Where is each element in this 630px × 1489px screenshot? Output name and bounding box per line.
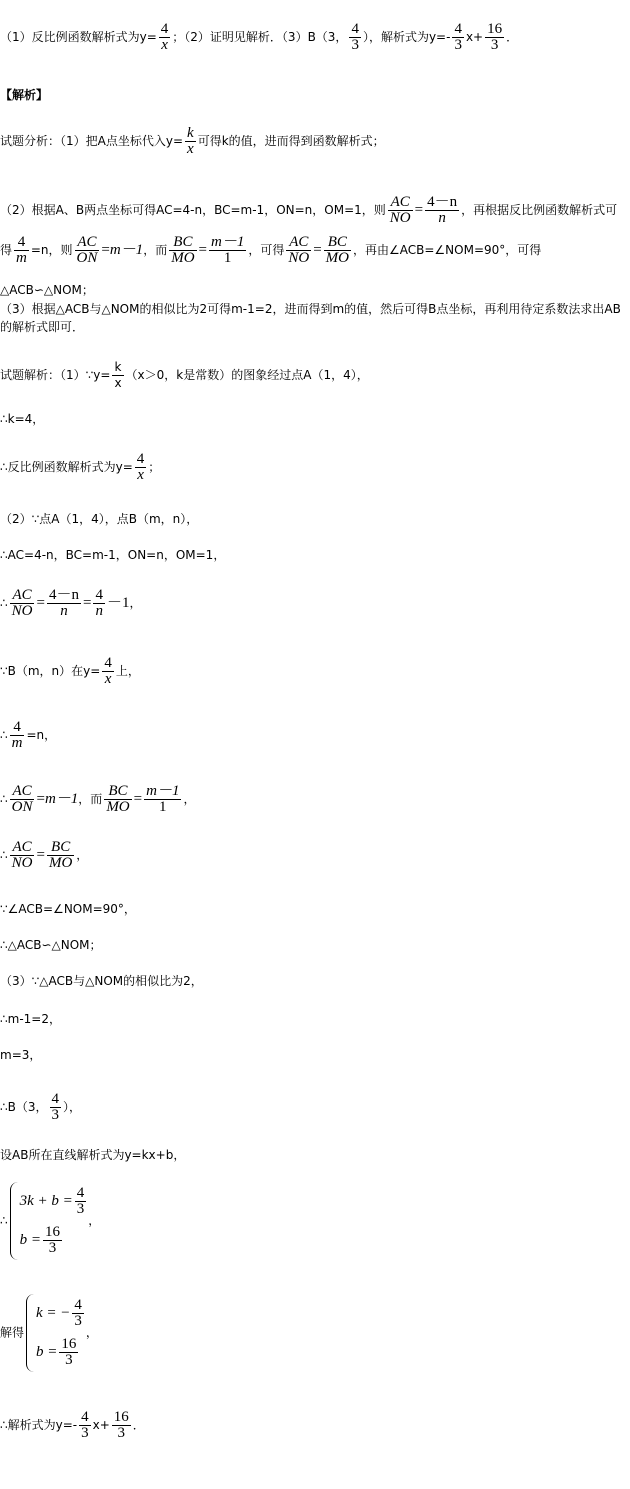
text: ∴解析式为y=- bbox=[0, 1418, 78, 1432]
numerator: 4 bbox=[95, 587, 103, 603]
text: ∴ bbox=[0, 1213, 8, 1228]
numerator: BC bbox=[169, 235, 196, 251]
solution-12: ∴△ACB∽△NOM； bbox=[0, 938, 102, 952]
numerator: m－1 bbox=[146, 783, 180, 799]
numerator: 4－n bbox=[48, 587, 79, 603]
answer-part-2: ；（2）证明见解析．（3）B（3， bbox=[172, 30, 348, 44]
text: ， bbox=[129, 596, 142, 610]
fraction bbox=[50, 1092, 62, 1123]
denominator: NO bbox=[11, 855, 33, 871]
equation-row bbox=[20, 1182, 89, 1221]
denominator: m bbox=[11, 735, 23, 751]
fraction bbox=[135, 452, 147, 483]
fraction bbox=[349, 22, 361, 53]
expression: b = bbox=[36, 1344, 58, 1360]
denominator: ON bbox=[76, 250, 98, 266]
denominator: 3 bbox=[117, 1425, 126, 1441]
solution-17: 设AB所在直线解析式为y=kx+b， bbox=[0, 1148, 186, 1162]
equation-row bbox=[36, 1294, 86, 1333]
numerator: 4 bbox=[10, 720, 25, 736]
numerator: AC bbox=[286, 235, 311, 251]
text: 上， bbox=[115, 664, 140, 678]
denominator: 3 bbox=[490, 37, 499, 53]
denominator: 3 bbox=[65, 1352, 73, 1368]
solution-10 bbox=[0, 840, 630, 871]
text: （x＞0，k是常数）的图象经过点A（1，4）， bbox=[125, 368, 369, 382]
denominator: MO bbox=[48, 855, 73, 871]
answer-part-5: ． bbox=[506, 30, 519, 44]
numerator: 4 bbox=[136, 451, 145, 467]
text: ∴ bbox=[0, 848, 8, 862]
equals: = bbox=[82, 595, 92, 611]
text: 试题分析：（1）把A点坐标代入y= bbox=[0, 134, 184, 148]
denominator: 3 bbox=[76, 1201, 85, 1217]
denominator: x bbox=[137, 467, 144, 483]
text: ，而 bbox=[143, 243, 168, 257]
numerator: m－1 bbox=[211, 234, 245, 250]
equation-row bbox=[36, 1333, 86, 1372]
denominator: n bbox=[438, 210, 446, 226]
numerator: 4 bbox=[76, 1185, 85, 1201]
solution-14: ∴m-1=2， bbox=[0, 1012, 61, 1026]
expression: 3k + b = bbox=[19, 1193, 73, 1209]
fraction bbox=[75, 235, 100, 266]
solution-20 bbox=[0, 1410, 630, 1441]
denominator: x bbox=[104, 671, 112, 687]
solution-7 bbox=[0, 656, 630, 687]
solution-5: ∴AC=4-n，BC=m-1，ON=n，OM=1， bbox=[0, 548, 226, 562]
denominator: x bbox=[161, 37, 168, 53]
denominator: NO bbox=[288, 250, 310, 266]
fraction bbox=[169, 235, 196, 266]
expression: m－1 bbox=[109, 242, 144, 258]
numerator: k bbox=[187, 125, 194, 141]
answer-part-3: ），解析式为y=- bbox=[362, 30, 451, 44]
numerator: 4－n bbox=[427, 194, 458, 210]
text: =n， bbox=[26, 728, 57, 742]
fraction bbox=[324, 235, 351, 266]
analysis-3: （3）根据△ACB与△NOM的相似比为2可得m-1=2，进而得到m的值，然后可得B点坐标，再利用待定系数法求出AB的解析式即可． bbox=[0, 302, 621, 334]
denominator: 3 bbox=[454, 37, 462, 53]
fraction bbox=[93, 588, 105, 619]
text: ． bbox=[132, 1418, 145, 1432]
numerator: 4 bbox=[351, 21, 359, 37]
text: ， bbox=[76, 848, 89, 862]
solution-6 bbox=[0, 588, 630, 619]
denominator: m bbox=[16, 250, 27, 266]
text: ， bbox=[88, 1213, 101, 1228]
fraction bbox=[104, 784, 131, 815]
denominator: NO bbox=[389, 210, 411, 226]
left-brace-icon bbox=[10, 1182, 19, 1260]
equals: = bbox=[36, 595, 45, 611]
solution-16 bbox=[0, 1092, 630, 1123]
fraction bbox=[43, 1225, 62, 1256]
text: 试题解析：（1）∵y= bbox=[0, 368, 111, 382]
text: ∵B（m，n）在y= bbox=[0, 664, 101, 678]
numerator: k bbox=[112, 360, 123, 376]
equals: = bbox=[36, 791, 45, 807]
numerator: 4 bbox=[104, 655, 112, 671]
analysis-1 bbox=[0, 126, 630, 157]
denominator: n bbox=[95, 603, 103, 619]
solution-3 bbox=[0, 452, 630, 483]
solution-1 bbox=[0, 360, 630, 391]
text: ∴ bbox=[0, 728, 8, 742]
text: ，再根据反比例函数解析式可得 bbox=[0, 203, 618, 257]
fraction bbox=[10, 840, 35, 871]
denominator: 3 bbox=[81, 1425, 89, 1441]
text: ，再由∠ACB=∠NOM=90°，可得△ACB∽△NOM； bbox=[0, 243, 542, 297]
denominator: MO bbox=[106, 799, 130, 815]
denominator: MO bbox=[171, 250, 195, 266]
numerator: 16 bbox=[61, 1336, 77, 1352]
fraction bbox=[47, 840, 74, 871]
numerator: AC bbox=[75, 235, 100, 251]
text: ； bbox=[148, 460, 161, 474]
numerator: 4 bbox=[14, 235, 29, 251]
text: 可得k的值，进而得到函数解析式； bbox=[197, 134, 385, 148]
numerator: 4 bbox=[454, 21, 462, 37]
answer-part-1: （1）反比例函数解析式为y= bbox=[0, 30, 157, 44]
fraction bbox=[10, 720, 25, 751]
numerator: AC bbox=[10, 840, 35, 856]
expression: k = − bbox=[36, 1305, 71, 1321]
text: ，可得 bbox=[248, 243, 285, 257]
solution-19 bbox=[0, 1294, 630, 1372]
numerator: AC bbox=[10, 588, 35, 604]
equation-system bbox=[10, 1182, 89, 1260]
equation-system bbox=[26, 1294, 86, 1372]
numerator: 4 bbox=[160, 21, 169, 37]
text: ，而 bbox=[78, 792, 103, 806]
numerator: 4 bbox=[74, 1297, 82, 1313]
text: ∴反比例函数解析式为y= bbox=[0, 460, 133, 474]
denominator: MO bbox=[325, 250, 349, 266]
text: （2）根据A、B两点坐标可得AC=4-n，BC=m-1，ON=n，OM=1，则 bbox=[0, 203, 386, 217]
denominator: x bbox=[187, 141, 194, 157]
denominator: 1 bbox=[159, 799, 167, 815]
fraction bbox=[72, 1298, 84, 1329]
fraction bbox=[144, 784, 181, 815]
numerator: AC bbox=[10, 784, 35, 800]
solution-18 bbox=[0, 1182, 630, 1260]
fraction bbox=[47, 588, 81, 619]
fraction bbox=[75, 1186, 87, 1217]
solution-2: ∴k=4， bbox=[0, 412, 45, 426]
denominator: NO bbox=[11, 603, 33, 619]
fraction bbox=[112, 360, 123, 391]
equation-row bbox=[20, 1221, 89, 1260]
numerator: 4 bbox=[51, 1091, 60, 1107]
text: =n，则 bbox=[30, 243, 73, 257]
fraction bbox=[159, 22, 171, 53]
fraction bbox=[59, 1337, 78, 1368]
fraction bbox=[112, 1410, 131, 1441]
denominator: 3 bbox=[351, 37, 359, 53]
denominator: n bbox=[60, 603, 68, 619]
section-heading: 【解析】 bbox=[0, 88, 49, 102]
fraction bbox=[209, 235, 246, 266]
fraction bbox=[388, 195, 413, 226]
solution-11: ∵∠ACB=∠NOM=90°， bbox=[0, 902, 136, 916]
equals: = bbox=[36, 847, 45, 863]
text: ）， bbox=[63, 1100, 82, 1114]
numerator: BC bbox=[104, 784, 131, 800]
fraction bbox=[102, 656, 114, 687]
fraction bbox=[10, 588, 35, 619]
fraction bbox=[286, 235, 311, 266]
text: ， bbox=[85, 1325, 98, 1340]
text: ∴ bbox=[0, 792, 8, 806]
denominator: 1 bbox=[223, 250, 232, 266]
solution-13: （3）∵△ACB与△NOM的相似比为2， bbox=[0, 974, 203, 988]
numerator: 4 bbox=[81, 1409, 89, 1425]
answer-part-4: x+ bbox=[465, 30, 484, 44]
fraction bbox=[185, 126, 196, 157]
text: ∴B（3， bbox=[0, 1100, 48, 1114]
fraction bbox=[452, 22, 464, 53]
expression: －1 bbox=[106, 595, 130, 611]
expression: b = bbox=[19, 1232, 42, 1248]
solution-4: （2）∵点A（1，4），点B（m，n）， bbox=[0, 512, 199, 526]
text: 解得 bbox=[0, 1325, 25, 1340]
left-brace-icon bbox=[26, 1294, 35, 1372]
solution-9 bbox=[0, 784, 630, 815]
denominator: 3 bbox=[74, 1313, 82, 1329]
numerator: BC bbox=[324, 235, 351, 251]
solution-8 bbox=[0, 720, 630, 751]
answer-line bbox=[0, 22, 630, 53]
numerator: AC bbox=[388, 195, 413, 211]
analysis-2: （2）根据A、B两点坐标可得AC=4-n，BC=m-1，ON=n，OM=1，则 $\frac{AC}{NO}$ = $\frac{4-n}{n}$ ，再根据反比例函数解析式可得 $\frac{4}{m}$ =n，则 $\frac{AC}{ON}$ =m－1，而 $\frac{BC}{MO}$ = $\frac{m-1}{1}$ ，可得 $\frac{AC}{NO}$ = $\frac{BC}{MO}$ ，再由∠ACB=∠NOM=90°，可得△ACB∽△NOM； bbox=[0, 194, 618, 297]
fraction bbox=[485, 22, 504, 53]
denominator: 3 bbox=[51, 1107, 60, 1123]
numerator: 16 bbox=[113, 1409, 129, 1425]
text: x+ bbox=[92, 1418, 110, 1432]
solution-15: m=3， bbox=[0, 1048, 42, 1062]
denominator: x bbox=[114, 376, 122, 390]
fraction bbox=[425, 195, 459, 226]
denominator: 3 bbox=[48, 1240, 57, 1256]
text: ， bbox=[183, 792, 196, 806]
text: ∴ bbox=[0, 596, 8, 610]
expression: m－1 bbox=[44, 791, 79, 807]
numerator: 16 bbox=[487, 21, 503, 37]
equals: = bbox=[133, 791, 143, 807]
numerator: BC bbox=[47, 840, 74, 856]
fraction bbox=[79, 1410, 91, 1441]
numerator: 16 bbox=[45, 1224, 61, 1240]
fraction bbox=[14, 235, 29, 266]
denominator: ON bbox=[11, 799, 33, 815]
fraction bbox=[10, 784, 35, 815]
